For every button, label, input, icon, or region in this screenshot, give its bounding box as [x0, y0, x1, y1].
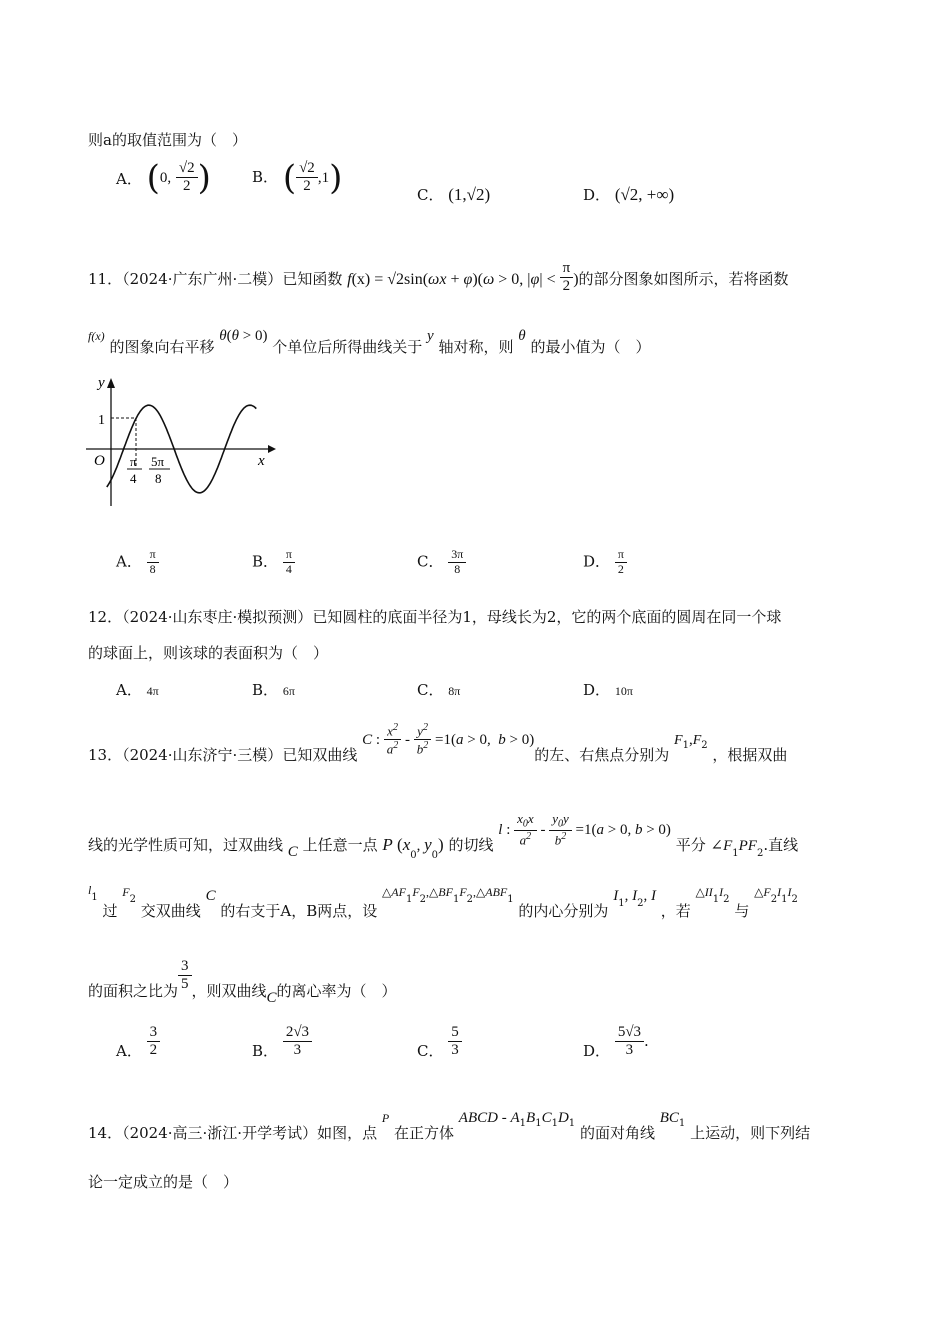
- y-axis-arrow: [107, 378, 115, 388]
- q12-option-b: B． 6π: [252, 681, 295, 699]
- q12-option-a: A． 4π: [116, 681, 159, 699]
- q13-option-b: B． $\frac{2√3}{3}$: [252, 1024, 312, 1060]
- q13-line-3: $^l_1$ 过 $^F_2$ 交双曲线 C 的右支于A，B两点，设 $^{\triangle AF}_1^F_2^{,\triangle BF}_1^F_2^{,\triangle ABF}_1$ 的内心分别为 $I_1$, $I_2$, I ，若 $^{\triangle II}_1^I_2$ 与 $^{\triangle F}_2^I_1^I_2$: [88, 883, 798, 920]
- q13-line-2: 线的光学性质可知，过双曲线 C 上任意一点 P ($x_0$, $y_0$) 的切线 l : $\frac{x_0x}{a^2}$ - $\frac{y_0y}{b^2}$ =1(a > 0, b > 0) 平分 $\angle F_1PF_2$.直线: [88, 811, 799, 862]
- q13-option-a: A． $\frac{3}{2}$: [116, 1024, 160, 1060]
- q13-line-4: 的面积之比为 $\frac{3}{5}$ ，则双曲线C的离心率为（ ）: [88, 958, 397, 1006]
- q10-option-d: D． (√2, +∞): [583, 185, 675, 204]
- q13-option-c: C． $\frac{5}{3}$: [417, 1024, 462, 1060]
- q11-graph: [82, 372, 282, 512]
- graph-y-label: y: [98, 375, 105, 391]
- q12-option-d: D． 10π: [583, 681, 633, 699]
- q12-line-2: 的球面上，则该球的表面积为（ ）: [88, 644, 329, 662]
- q14-line-1: 14．（2024·高三·浙江·开学考试）如图，点 P 在正方体 ABCD - $A_1B_1C_1D_1$ 的面对角线 $BC_1$ 上运动，则下列结: [88, 1110, 811, 1142]
- q13-line-1: 13．（2024·山东济宁·三模）已知双曲线 C : $\frac{x^2}{a^2}$ - $\frac{y^2}{b^2}$ =1(a > 0, b > 0)的左、右焦点分别为 $F_1,F_2$ ，根据双曲: [88, 722, 788, 764]
- q12-option-c: C． 8π: [417, 681, 461, 699]
- q11-option-a: A． $\frac{\pi}{8}$: [116, 548, 159, 577]
- q13-option-d: D． $\frac{5√3}{3}$ .: [583, 1024, 649, 1060]
- x-axis-arrow: [268, 445, 276, 453]
- q11-option-d: D． $\frac{\pi}{2}$: [583, 548, 627, 577]
- graph-one: 1: [98, 413, 105, 428]
- q11-option-b: B． $\frac{\pi}{4}$: [252, 548, 295, 577]
- graph-tick1-num: π: [130, 454, 137, 469]
- graph-x-label: x: [258, 453, 265, 469]
- q11-option-c: C． $\frac{3\pi}{8}$: [417, 548, 466, 577]
- graph-tick1-den: 4: [130, 471, 137, 486]
- q11-line-2: $^{f(x)}$ 的图象向右平移 θ(θ > 0) 个单位后所得曲线关于 y 轴对称，则 θ 的最小值为（ ）: [88, 328, 651, 356]
- graph-origin: O: [94, 453, 105, 469]
- q12-line-1: 12．（2024·山东枣庄·模拟预测）已知圆柱的底面半径为1，母线长为2，它的两个底面的圆周在同一个球: [88, 608, 782, 626]
- q10-tail: 则a的取值范围为（ ）: [88, 131, 247, 149]
- q10-option-a: A． (0, $\frac{√2}{2}$ ): [116, 157, 211, 198]
- q10-option-b: B． ( $\frac{√2}{2}$ ,1): [252, 157, 343, 198]
- graph-tick2-den: 8: [155, 471, 162, 486]
- q14-line-2: 论一定成立的是（ ）: [88, 1173, 239, 1191]
- q11-line-1: 11．（2024·广东广州·二模）已知函数 f(x) = √2sin(ωx + φ)(ω > 0, |φ| < $\frac{\pi}{2}$ )的部分图象如图所示，若将函数: [88, 260, 789, 295]
- graph-tick2-num: 5π: [151, 454, 165, 469]
- q10-option-c: C． (1,√2): [417, 185, 491, 204]
